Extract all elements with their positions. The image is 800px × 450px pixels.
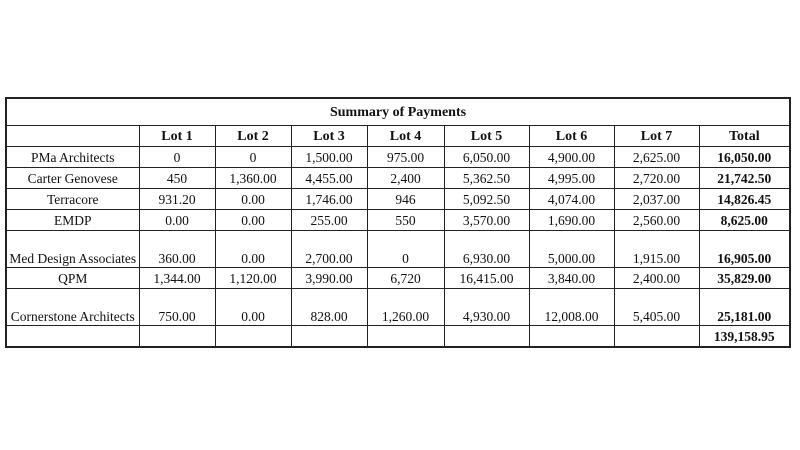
row-total: 25,181.00 bbox=[699, 289, 790, 326]
table-title: Summary of Payments bbox=[6, 98, 790, 126]
lot-value: 1,344.00 bbox=[139, 268, 215, 289]
empty-cell bbox=[215, 326, 291, 348]
column-header: Lot 4 bbox=[367, 126, 444, 147]
column-header: Lot 1 bbox=[139, 126, 215, 147]
lot-value: 0.00 bbox=[139, 210, 215, 231]
lot-value: 2,400 bbox=[367, 168, 444, 189]
lot-value: 0.00 bbox=[215, 189, 291, 210]
lot-value: 5,000.00 bbox=[529, 231, 614, 268]
lot-value: 931.20 bbox=[139, 189, 215, 210]
lot-value: 3,990.00 bbox=[291, 268, 367, 289]
lot-value: 550 bbox=[367, 210, 444, 231]
column-header: Lot 3 bbox=[291, 126, 367, 147]
lot-value: 1,746.00 bbox=[291, 189, 367, 210]
row-total: 16,905.00 bbox=[699, 231, 790, 268]
lot-value: 16,415.00 bbox=[444, 268, 529, 289]
firm-name: Cornerstone Architects bbox=[6, 289, 139, 326]
firm-name: QPM bbox=[6, 268, 139, 289]
lot-value: 0.00 bbox=[215, 231, 291, 268]
table-row bbox=[6, 210, 790, 231]
column-header: Lot 6 bbox=[529, 126, 614, 147]
firm-name: Med Design Associates bbox=[6, 231, 139, 268]
lot-value: 4,995.00 bbox=[529, 168, 614, 189]
lot-value: 450 bbox=[139, 168, 215, 189]
empty-cell bbox=[367, 326, 444, 348]
column-header: Lot 7 bbox=[614, 126, 699, 147]
firm-name: EMDP bbox=[6, 210, 139, 231]
empty-cell bbox=[6, 326, 139, 348]
lot-value: 0 bbox=[367, 231, 444, 268]
table-row bbox=[6, 189, 790, 210]
lot-value: 2,720.00 bbox=[614, 168, 699, 189]
lot-value: 0 bbox=[139, 147, 215, 168]
summary-of-payments-table bbox=[5, 97, 791, 348]
lot-value: 12,008.00 bbox=[529, 289, 614, 326]
empty-cell bbox=[444, 326, 529, 348]
lot-value: 828.00 bbox=[291, 289, 367, 326]
row-total: 16,050.00 bbox=[699, 147, 790, 168]
grand-total-row bbox=[6, 326, 790, 348]
lot-value: 2,625.00 bbox=[614, 147, 699, 168]
lot-value: 3,840.00 bbox=[529, 268, 614, 289]
empty-cell bbox=[614, 326, 699, 348]
table-row bbox=[6, 231, 790, 268]
lot-value: 946 bbox=[367, 189, 444, 210]
lot-value: 2,700.00 bbox=[291, 231, 367, 268]
lot-value: 6,930.00 bbox=[444, 231, 529, 268]
header-blank bbox=[6, 126, 139, 147]
lot-value: 6,050.00 bbox=[444, 147, 529, 168]
title-row bbox=[6, 98, 790, 126]
lot-value: 1,120.00 bbox=[215, 268, 291, 289]
lot-value: 5,362.50 bbox=[444, 168, 529, 189]
column-header: Lot 5 bbox=[444, 126, 529, 147]
table-row bbox=[6, 268, 790, 289]
lot-value: 255.00 bbox=[291, 210, 367, 231]
lot-value: 750.00 bbox=[139, 289, 215, 326]
row-total: 21,742.50 bbox=[699, 168, 790, 189]
empty-cell bbox=[139, 326, 215, 348]
lot-value: 4,930.00 bbox=[444, 289, 529, 326]
lot-value: 1,360.00 bbox=[215, 168, 291, 189]
lot-value: 4,074.00 bbox=[529, 189, 614, 210]
firm-name: Terracore bbox=[6, 189, 139, 210]
lot-value: 1,915.00 bbox=[614, 231, 699, 268]
lot-value: 360.00 bbox=[139, 231, 215, 268]
lot-value: 0.00 bbox=[215, 210, 291, 231]
lot-value: 0.00 bbox=[215, 289, 291, 326]
lot-value: 6,720 bbox=[367, 268, 444, 289]
table-row bbox=[6, 289, 790, 326]
grand-total: 139,158.95 bbox=[699, 326, 790, 348]
firm-name: PMa Architects bbox=[6, 147, 139, 168]
lot-value: 2,400.00 bbox=[614, 268, 699, 289]
table-row bbox=[6, 147, 790, 168]
lot-value: 5,092.50 bbox=[444, 189, 529, 210]
lot-value: 3,570.00 bbox=[444, 210, 529, 231]
empty-cell bbox=[291, 326, 367, 348]
column-header: Lot 2 bbox=[215, 126, 291, 147]
lot-value: 1,260.00 bbox=[367, 289, 444, 326]
row-total: 35,829.00 bbox=[699, 268, 790, 289]
lot-value: 4,455.00 bbox=[291, 168, 367, 189]
firm-name: Carter Genovese bbox=[6, 168, 139, 189]
lot-value: 975.00 bbox=[367, 147, 444, 168]
lot-value: 4,900.00 bbox=[529, 147, 614, 168]
lot-value: 1,500.00 bbox=[291, 147, 367, 168]
header-row bbox=[6, 126, 790, 147]
lot-value: 1,690.00 bbox=[529, 210, 614, 231]
lot-value: 2,560.00 bbox=[614, 210, 699, 231]
column-header: Total bbox=[699, 126, 790, 147]
table-row bbox=[6, 168, 790, 189]
lot-value: 5,405.00 bbox=[614, 289, 699, 326]
row-total: 8,625.00 bbox=[699, 210, 790, 231]
lot-value: 2,037.00 bbox=[614, 189, 699, 210]
empty-cell bbox=[529, 326, 614, 348]
lot-value: 0 bbox=[215, 147, 291, 168]
row-total: 14,826.45 bbox=[699, 189, 790, 210]
